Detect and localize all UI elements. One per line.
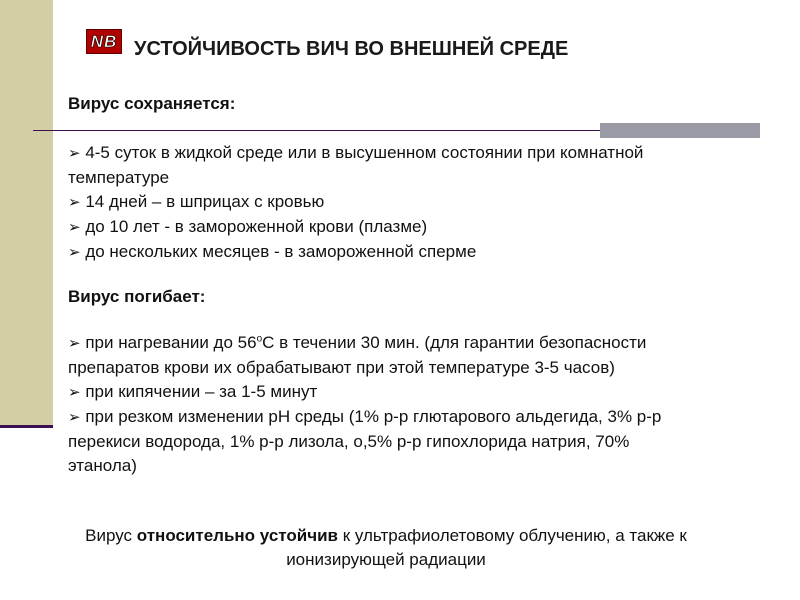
footer-emphasis: относительно устойчив: [136, 526, 338, 545]
section-heading-survives: Вирус сохраняется:: [68, 94, 236, 113]
nb-badge-icon: [86, 29, 122, 54]
list-item: ➢ при резком изменении pH среды (1% р-р глютарового альдегида, 3% р-р перекиси водорода, 1% р-р лизола, о,5% р-р гипохлорида натрия, 70% этанола): [68, 407, 662, 475]
list-item: ➢ при нагревании до $56^оС$ в течении 30 мин. (для гарантии безопасности препаратов крови их обрабатывают при этой температуре 3-5 часов): [68, 333, 647, 377]
arrow-bullet-icon: ➢: [68, 194, 81, 211]
list-item: ➢ 14 дней – в шприцах с кровью: [68, 192, 325, 211]
arrow-bullet-icon: ➢: [68, 335, 81, 352]
section-heading-dies: Вирус погибает:: [68, 287, 206, 306]
footer-note: Вирус относительно устойчив к ультрафиолетовому облучению, а также к ионизирующей радиации: [85, 526, 687, 569]
arrow-bullet-icon: ➢: [68, 145, 81, 162]
arrow-bullet-icon: ➢: [68, 219, 81, 236]
degree-superscript: о: [256, 333, 263, 345]
arrow-bullet-icon: ➢: [68, 244, 81, 261]
arrow-bullet-icon: ➢: [68, 384, 81, 401]
side-decor-bar: [0, 0, 53, 428]
page-title: УСТОЙЧИВОСТЬ ВИЧ ВО ВНЕШНЕЙ СРЕДЕ: [134, 38, 569, 60]
nb-badge-label: NB: [90, 31, 118, 51]
divider-block: [600, 123, 760, 138]
list-item: ➢ до 10 лет - в замороженной крови (плазме): [68, 217, 428, 236]
arrow-bullet-icon: ➢: [68, 409, 81, 426]
survives-list: [68, 141, 688, 265]
list-item: ➢ 4-5 суток в жидкой среде или в высушенном состоянии при комнатной температуре: [68, 143, 644, 187]
side-decor-line: [0, 425, 53, 428]
list-item: ➢ при кипячении – за 1-5 минут: [68, 382, 318, 401]
list-item: ➢ до нескольких месяцев - в замороженной сперме: [68, 242, 477, 261]
dies-list: [68, 331, 688, 478]
